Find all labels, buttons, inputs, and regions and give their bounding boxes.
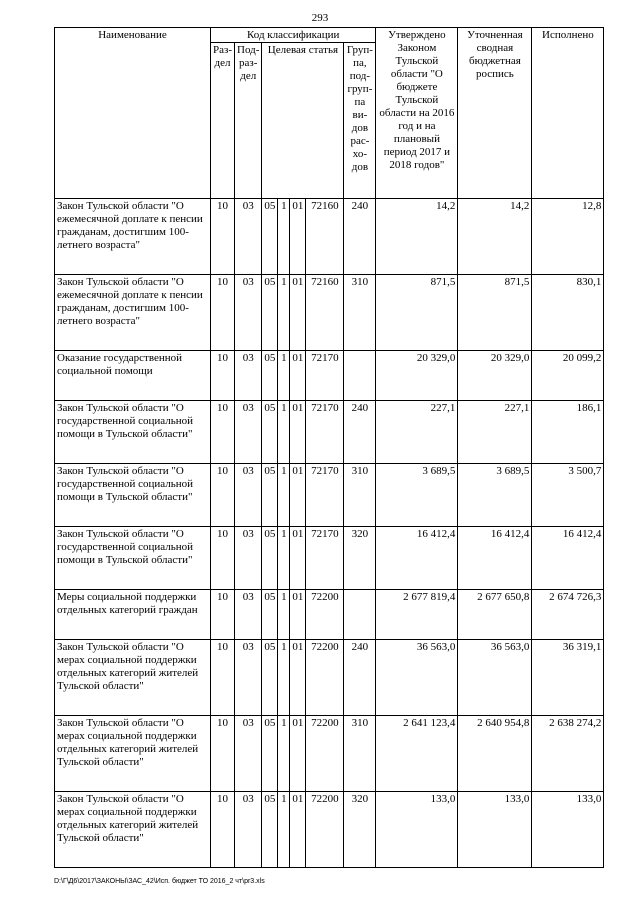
row-refined: 2 677 650,8 [458,590,532,640]
row-code-2: 1 [278,401,290,464]
row-code-4: 72200 [306,590,344,640]
row-code-2: 1 [278,640,290,716]
page-number: 293 [311,12,329,24]
row-refined: 16 412,4 [458,527,532,590]
row-refined: 36 563,0 [458,640,532,716]
row-podrazdel: 03 [235,401,262,464]
row-name: Закон Тульской области "О мерах социальной поддержки отдельных категорий жителей Тульской области" [55,640,211,716]
row-code-2: 1 [278,590,290,640]
row-code-3: 01 [290,199,306,275]
row-code-3: 01 [290,590,306,640]
row-code-4: 72170 [306,527,344,590]
row-name: Закон Тульской области "О мерах социальной поддержки отдельных категорий жителей Тульской области" [55,792,211,868]
row-code-3: 01 [290,464,306,527]
row-code-4: 72170 [306,464,344,527]
row-approved: 36 563,0 [376,640,458,716]
header-approved: Утверждено Законом Тульской области "О бюджете Тульской области на 2016 год и на плановый период 2017 и 2018 годов" [376,28,458,199]
table-row [55,199,604,275]
row-razdel: 10 [211,351,235,401]
row-code-1: 05 [262,590,278,640]
row-razdel: 10 [211,275,235,351]
row-name: Закон Тульской области "О государственной социальной помощи в Тульской области" [55,401,211,464]
table-row [55,527,604,590]
row-podrazdel: 03 [235,351,262,401]
row-approved: 871,5 [376,275,458,351]
budget-table [54,27,604,868]
table-row [55,590,604,640]
row-refined: 3 689,5 [458,464,532,527]
row-code-1: 05 [262,464,278,527]
row-podrazdel: 03 [235,275,262,351]
row-code-4: 72200 [306,716,344,792]
row-code-2: 1 [278,527,290,590]
row-executed: 16 412,4 [532,527,604,590]
row-name: Закон Тульской области "О ежемесячной доплате к пенсии гражданам, достигшим 100-летнего возраста" [55,199,211,275]
row-refined: 20 329,0 [458,351,532,401]
table-row [55,401,604,464]
row-code-3: 01 [290,792,306,868]
row-refined: 14,2 [458,199,532,275]
header-name: Наименование [55,28,211,199]
row-podrazdel: 03 [235,716,262,792]
row-executed: 2 674 726,3 [532,590,604,640]
row-name: Меры социальной поддержки отдельных категорий граждан [55,590,211,640]
row-group: 310 [344,464,376,527]
row-podrazdel: 03 [235,527,262,590]
row-razdel: 10 [211,464,235,527]
table-row [55,792,604,868]
row-group: 240 [344,401,376,464]
row-refined: 871,5 [458,275,532,351]
header-code-group: Код классификации [211,28,376,43]
row-podrazdel: 03 [235,640,262,716]
row-name: Закон Тульской области "О государственной социальной помощи в Тульской области" [55,464,211,527]
row-code-1: 05 [262,716,278,792]
row-executed: 12,8 [532,199,604,275]
row-code-1: 05 [262,527,278,590]
row-approved: 3 689,5 [376,464,458,527]
row-executed: 830,1 [532,275,604,351]
row-group: 320 [344,527,376,590]
table-row [55,640,604,716]
row-code-2: 1 [278,716,290,792]
row-razdel: 10 [211,527,235,590]
row-code-1: 05 [262,401,278,464]
row-code-4: 72200 [306,792,344,868]
row-group: 240 [344,640,376,716]
row-name: Закон Тульской области "О мерах социальной поддержки отдельных категорий жителей Тульской области" [55,716,211,792]
row-code-4: 72200 [306,640,344,716]
row-razdel: 10 [211,199,235,275]
row-code-1: 05 [262,275,278,351]
row-group: 310 [344,275,376,351]
row-razdel: 10 [211,716,235,792]
header-refined: Уточненная сводная бюджетная роспись [458,28,532,199]
row-code-1: 05 [262,792,278,868]
header-target-article: Целевая статья [262,43,344,199]
row-podrazdel: 03 [235,792,262,868]
row-code-2: 1 [278,792,290,868]
file-path-footer: D:\Г\Д6\2017\ЗАКОНЫ\ЗАС_42\Исп. бюджет ТО 2016_2 чт\pr3.xls [54,878,265,885]
row-code-4: 72160 [306,275,344,351]
row-approved: 20 329,0 [376,351,458,401]
row-code-1: 05 [262,199,278,275]
row-group [344,590,376,640]
row-code-1: 05 [262,351,278,401]
row-code-2: 1 [278,199,290,275]
row-podrazdel: 03 [235,199,262,275]
table-row [55,716,604,792]
row-name: Закон Тульской области "О государственной социальной помощи в Тульской области" [55,527,211,590]
row-code-3: 01 [290,275,306,351]
row-refined: 133,0 [458,792,532,868]
row-group: 310 [344,716,376,792]
row-code-2: 1 [278,464,290,527]
row-executed: 3 500,7 [532,464,604,527]
row-name: Оказание государственной социальной помощи [55,351,211,401]
table-row [55,464,604,527]
header-executed: Исполнено [532,28,604,199]
row-approved: 14,2 [376,199,458,275]
row-group [344,351,376,401]
row-approved: 2 641 123,4 [376,716,458,792]
row-code-2: 1 [278,351,290,401]
row-code-3: 01 [290,716,306,792]
row-approved: 227,1 [376,401,458,464]
table-row [55,275,604,351]
row-code-4: 72170 [306,401,344,464]
row-group: 320 [344,792,376,868]
row-razdel: 10 [211,640,235,716]
row-name: Закон Тульской области "О ежемесячной доплате к пенсии гражданам, достигшим 100-летнего возраста" [55,275,211,351]
row-approved: 133,0 [376,792,458,868]
row-podrazdel: 03 [235,590,262,640]
row-group: 240 [344,199,376,275]
row-code-3: 01 [290,640,306,716]
row-executed: 20 099,2 [532,351,604,401]
row-razdel: 10 [211,590,235,640]
row-executed: 2 638 274,2 [532,716,604,792]
row-razdel: 10 [211,401,235,464]
row-code-3: 01 [290,401,306,464]
header-razdel: Раз-дел [211,43,235,199]
row-executed: 133,0 [532,792,604,868]
row-razdel: 10 [211,792,235,868]
row-approved: 2 677 819,4 [376,590,458,640]
row-refined: 2 640 954,8 [458,716,532,792]
row-code-4: 72170 [306,351,344,401]
row-code-2: 1 [278,275,290,351]
row-code-3: 01 [290,351,306,401]
row-executed: 36 319,1 [532,640,604,716]
row-approved: 16 412,4 [376,527,458,590]
header-podrazdel: Под-раз-дел [235,43,262,199]
row-podrazdel: 03 [235,464,262,527]
row-code-1: 05 [262,640,278,716]
row-executed: 186,1 [532,401,604,464]
row-refined: 227,1 [458,401,532,464]
header-group: Груп-па, под-груп-па ви-дов рас-хо-дов [344,43,376,199]
table-row [55,351,604,401]
row-code-4: 72160 [306,199,344,275]
row-code-3: 01 [290,527,306,590]
